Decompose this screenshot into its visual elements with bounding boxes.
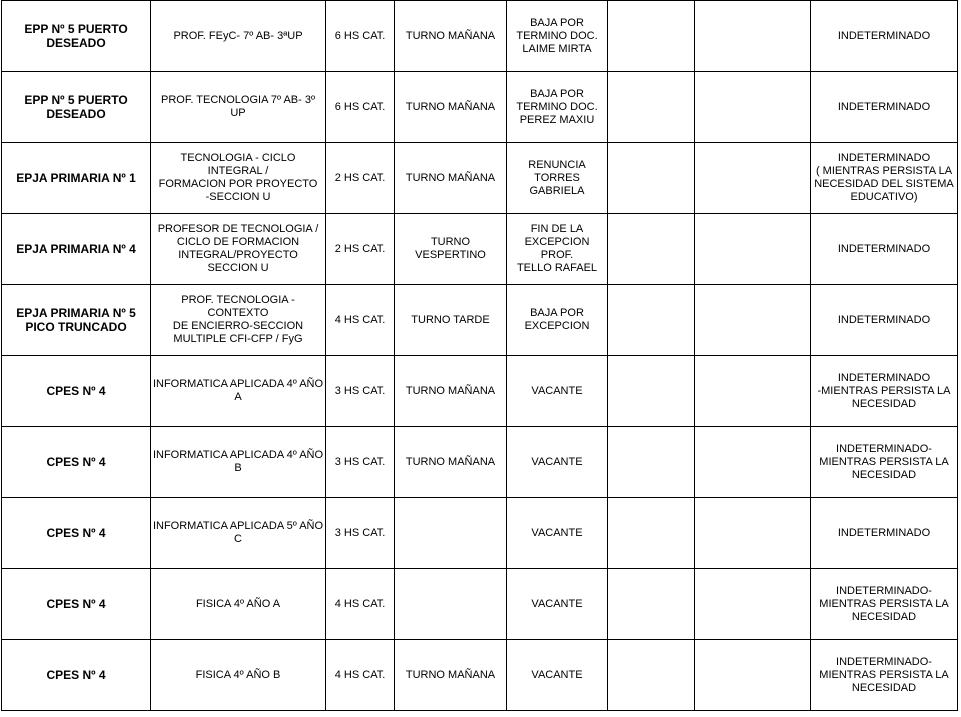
blank-cell bbox=[695, 143, 811, 214]
blank-cell bbox=[695, 427, 811, 498]
blank-cell bbox=[695, 498, 811, 569]
table-row bbox=[2, 427, 958, 498]
school-cell: CPES Nº 4 bbox=[2, 498, 151, 569]
vacancies-table bbox=[1, 0, 958, 711]
shift-cell: TURNO MAÑANA bbox=[395, 72, 507, 143]
shift-cell: TURNO MAÑANA bbox=[395, 640, 507, 711]
reason-cell: VACANTE bbox=[507, 356, 608, 427]
blank-cell bbox=[695, 640, 811, 711]
school-cell: EPP Nº 5 PUERTO DESEADO bbox=[2, 1, 151, 72]
subject-cell: INFORMATICA APLICADA 4º AÑO B bbox=[151, 427, 326, 498]
hours-cell: 4 HS CAT. bbox=[326, 285, 395, 356]
shift-cell: TURNO MAÑANA bbox=[395, 427, 507, 498]
school-cell: CPES Nº 4 bbox=[2, 640, 151, 711]
hours-cell: 3 HS CAT. bbox=[326, 356, 395, 427]
blank-cell bbox=[608, 498, 695, 569]
school-cell: CPES Nº 4 bbox=[2, 427, 151, 498]
hours-cell: 4 HS CAT. bbox=[326, 640, 395, 711]
table-row bbox=[2, 498, 958, 569]
school-cell: EPJA PRIMARIA Nº 5 PICO TRUNCADO bbox=[2, 285, 151, 356]
table-row bbox=[2, 1, 958, 72]
hours-cell: 6 HS CAT. bbox=[326, 1, 395, 72]
blank-cell bbox=[608, 640, 695, 711]
reason-cell: FIN DE LA EXCEPCION PROF. TELLO RAFAEL bbox=[507, 214, 608, 285]
duration-cell: INDETERMINADO- MIENTRAS PERSISTA LA NECESIDAD bbox=[811, 640, 958, 711]
school-cell: EPP Nº 5 PUERTO DESEADO bbox=[2, 72, 151, 143]
reason-cell: BAJA POR TERMINO DOC. PEREZ MAXIU bbox=[507, 72, 608, 143]
blank-cell bbox=[608, 72, 695, 143]
table-row bbox=[2, 72, 958, 143]
blank-cell bbox=[695, 285, 811, 356]
hours-cell: 3 HS CAT. bbox=[326, 498, 395, 569]
blank-cell bbox=[608, 214, 695, 285]
duration-cell: INDETERMINADO bbox=[811, 1, 958, 72]
blank-cell bbox=[608, 143, 695, 214]
hours-cell: 2 HS CAT. bbox=[326, 143, 395, 214]
blank-cell bbox=[608, 1, 695, 72]
subject-cell: PROF. TECNOLOGIA 7º AB- 3º UP bbox=[151, 72, 326, 143]
subject-cell: PROFESOR DE TECNOLOGIA / CICLO DE FORMACION INTEGRAL/PROYECTO SECCION U bbox=[151, 214, 326, 285]
subject-cell: FISICA 4º AÑO B bbox=[151, 640, 326, 711]
subject-cell: FISICA 4º AÑO A bbox=[151, 569, 326, 640]
hours-cell: 3 HS CAT. bbox=[326, 427, 395, 498]
hours-cell: 2 HS CAT. bbox=[326, 214, 395, 285]
subject-cell: PROF. TECNOLOGIA -CONTEXTO DE ENCIERRO-SECCION MULTIPLE CFI-CFP / FyG bbox=[151, 285, 326, 356]
table-row bbox=[2, 356, 958, 427]
blank-cell bbox=[695, 1, 811, 72]
duration-cell: INDETERMINADO- MIENTRAS PERSISTA LA NECESIDAD bbox=[811, 569, 958, 640]
shift-cell: TURNO VESPERTINO bbox=[395, 214, 507, 285]
shift-cell bbox=[395, 498, 507, 569]
subject-cell: TECNOLOGIA - CICLO INTEGRAL / FORMACION POR PROYECTO -SECCION U bbox=[151, 143, 326, 214]
shift-cell bbox=[395, 569, 507, 640]
table-row bbox=[2, 143, 958, 214]
reason-cell: VACANTE bbox=[507, 427, 608, 498]
duration-cell: INDETERMINADO ( MIENTRAS PERSISTA LA NECESIDAD DEL SISTEMA EDUCATIVO) bbox=[811, 143, 958, 214]
duration-cell: INDETERMINADO bbox=[811, 72, 958, 143]
duration-cell: INDETERMINADO- MIENTRAS PERSISTA LA NECESIDAD bbox=[811, 427, 958, 498]
table-row bbox=[2, 214, 958, 285]
blank-cell bbox=[695, 569, 811, 640]
blank-cell bbox=[608, 356, 695, 427]
blank-cell bbox=[695, 214, 811, 285]
school-cell: CPES Nº 4 bbox=[2, 356, 151, 427]
school-cell: EPJA PRIMARIA Nº 1 bbox=[2, 143, 151, 214]
blank-cell bbox=[608, 569, 695, 640]
hours-cell: 4 HS CAT. bbox=[326, 569, 395, 640]
subject-cell: INFORMATICA APLICADA 5º AÑO C bbox=[151, 498, 326, 569]
blank-cell bbox=[695, 72, 811, 143]
reason-cell: BAJA POR TERMINO DOC. LAIME MIRTA bbox=[507, 1, 608, 72]
hours-cell: 6 HS CAT. bbox=[326, 72, 395, 143]
subject-cell: PROF. FEyC- 7º AB- 3ªUP bbox=[151, 1, 326, 72]
reason-cell: VACANTE bbox=[507, 569, 608, 640]
blank-cell bbox=[608, 427, 695, 498]
school-cell: EPJA PRIMARIA Nº 4 bbox=[2, 214, 151, 285]
duration-cell: INDETERMINADO bbox=[811, 498, 958, 569]
table-row bbox=[2, 640, 958, 711]
blank-cell bbox=[608, 285, 695, 356]
shift-cell: TURNO MAÑANA bbox=[395, 356, 507, 427]
duration-cell: INDETERMINADO -MIENTRAS PERSISTA LA NECESIDAD bbox=[811, 356, 958, 427]
shift-cell: TURNO TARDE bbox=[395, 285, 507, 356]
subject-cell: INFORMATICA APLICADA 4º AÑO A bbox=[151, 356, 326, 427]
school-cell: CPES Nº 4 bbox=[2, 569, 151, 640]
shift-cell: TURNO MAÑANA bbox=[395, 1, 507, 72]
duration-cell: INDETERMINADO bbox=[811, 285, 958, 356]
blank-cell bbox=[695, 356, 811, 427]
reason-cell: VACANTE bbox=[507, 498, 608, 569]
table-row bbox=[2, 569, 958, 640]
duration-cell: INDETERMINADO bbox=[811, 214, 958, 285]
shift-cell: TURNO MAÑANA bbox=[395, 143, 507, 214]
table-body bbox=[2, 1, 958, 711]
reason-cell: BAJA POR EXCEPCION bbox=[507, 285, 608, 356]
table-row bbox=[2, 285, 958, 356]
reason-cell: VACANTE bbox=[507, 640, 608, 711]
reason-cell: RENUNCIA TORRES GABRIELA bbox=[507, 143, 608, 214]
